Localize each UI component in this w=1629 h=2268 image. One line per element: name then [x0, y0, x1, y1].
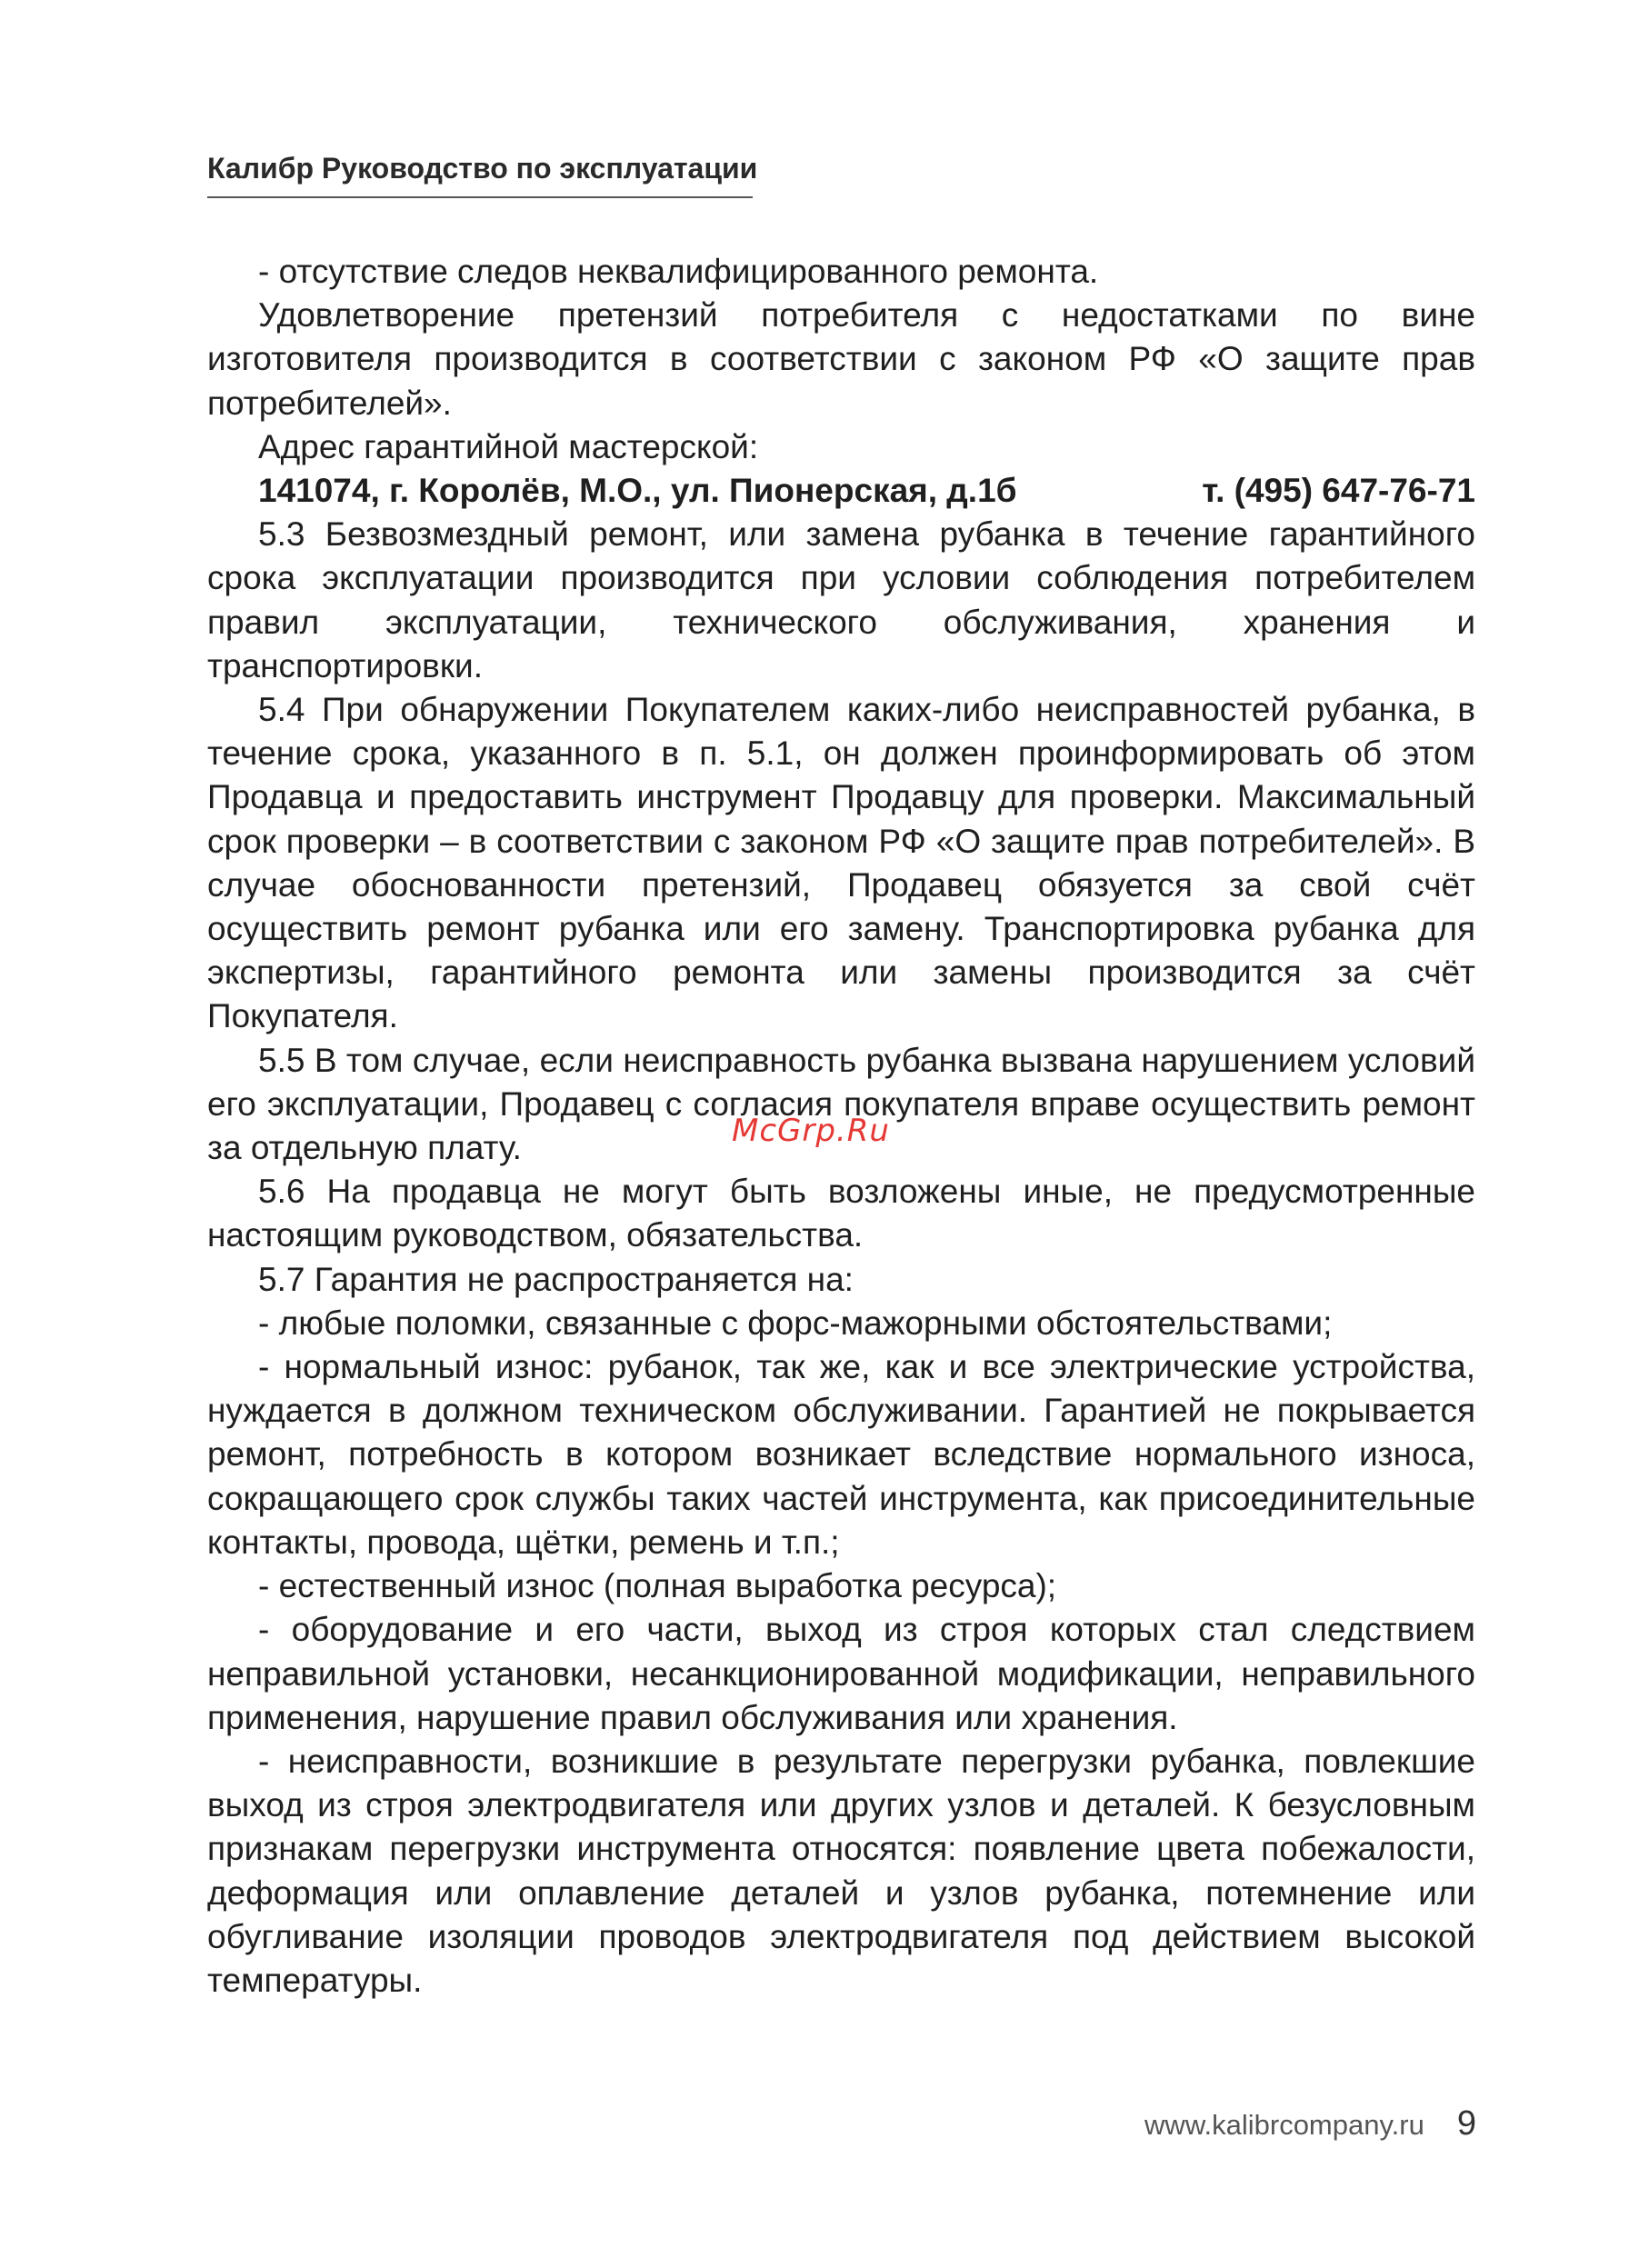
page-footer	[1144, 2104, 1476, 2143]
section-5-3: 5.3 Безвозмездный ремонт, или замена рубанка в течение гарантийного срока эксплуатации производится при условии соблюдения потребителем правил эксплуатации, технического обслуживания, хранения и транспортировки.	[207, 515, 1475, 684]
paragraph: - отсутствие следов неквалифицированного ремонта.	[258, 253, 1099, 290]
page-number: 9	[1456, 2104, 1476, 2143]
section-5-5: 5.5 В том случае, если неисправность рубанка вызвана нарушением условий его эксплуатации, Продавец с согласия покупателя вправе осуществить ремонт за отдельную плату.	[207, 1041, 1475, 1167]
section-5-6: 5.6 На продавца не могут быть возложены иные, не предусмотренные настоящим руководством, обязательства.	[207, 1173, 1475, 1254]
paragraph: Адрес гарантийной мастерской:	[258, 427, 759, 465]
exclusion-item: - любые поломки, связанные с форс-мажорными обстоятельствами;	[258, 1304, 1333, 1342]
page-header	[207, 145, 758, 198]
header-divider	[207, 196, 753, 198]
paragraph: Удовлетворение претензий потребителя с недостатками по вине изготовителя производится в соответствии с законом РФ «О защите прав потребителей».	[207, 296, 1475, 422]
address-street: 141074, г. Королёв, М.О., ул. Пионерская, д.1б	[258, 472, 1017, 510]
exclusion-item: - нормальный износ: рубанок, так же, как и все электрические устройства, нуждается в должном техническом обслуживании. Гарантией не покрывается ремонт, потребность в котором возникает вследствие нормального износа, сокращающего срок службы таких частей инструмента, как присоединительные контакты, провода, щётки, ремень и т.п.;	[207, 1348, 1475, 1561]
exclusion-item: - естественный износ (полная выработка ресурса);	[258, 1567, 1057, 1605]
service-address	[207, 469, 1475, 513]
website-url: www.kalibrcompany.ru	[1144, 2109, 1424, 2141]
document-title: Калибр Руководство по эксплуатации	[207, 152, 758, 185]
section-5-7: 5.7 Гарантия не распространяется на:	[258, 1260, 854, 1298]
exclusion-item: - оборудование и его части, выход из строя которых стал следствием неправильной установки, несанкционированной модификации, неправильного применения, нарушение правил обслуживания или хранения.	[207, 1611, 1475, 1736]
watermark: McGrp.Ru	[732, 1113, 890, 1149]
address-phone: т. (495) 647-76-71	[1202, 472, 1475, 510]
exclusion-item: - неисправности, возникшие в результате перегрузки рубанка, повлекшие выход из строя электродвигателя или других узлов и деталей. К безусловным признакам перегрузки инструмента относятся: появление цвета побежалости, деформация или оплавление деталей и узлов рубанка, потемнение или обугливание изоляции проводов электродвигателя под действием высокой температуры.	[207, 1742, 1475, 1999]
section-5-4: 5.4 При обнаружении Покупателем каких-либо неисправностей рубанка, в течение срока, указанного в п. 5.1, он должен проинформировать об этом Продавца и предоставить инструмент Продавцу для проверки. Максимальный срок проверки – в соответствии с законом РФ «О защите прав потребителей». В случае обоснованности претензий, Продавец обязуется за свой счёт осуществить ремонт рубанка или его замену. Транспортировка рубанка для экспертизы, гарантийного ремонта или замены производится за счёт Покупателя.	[207, 691, 1475, 1035]
